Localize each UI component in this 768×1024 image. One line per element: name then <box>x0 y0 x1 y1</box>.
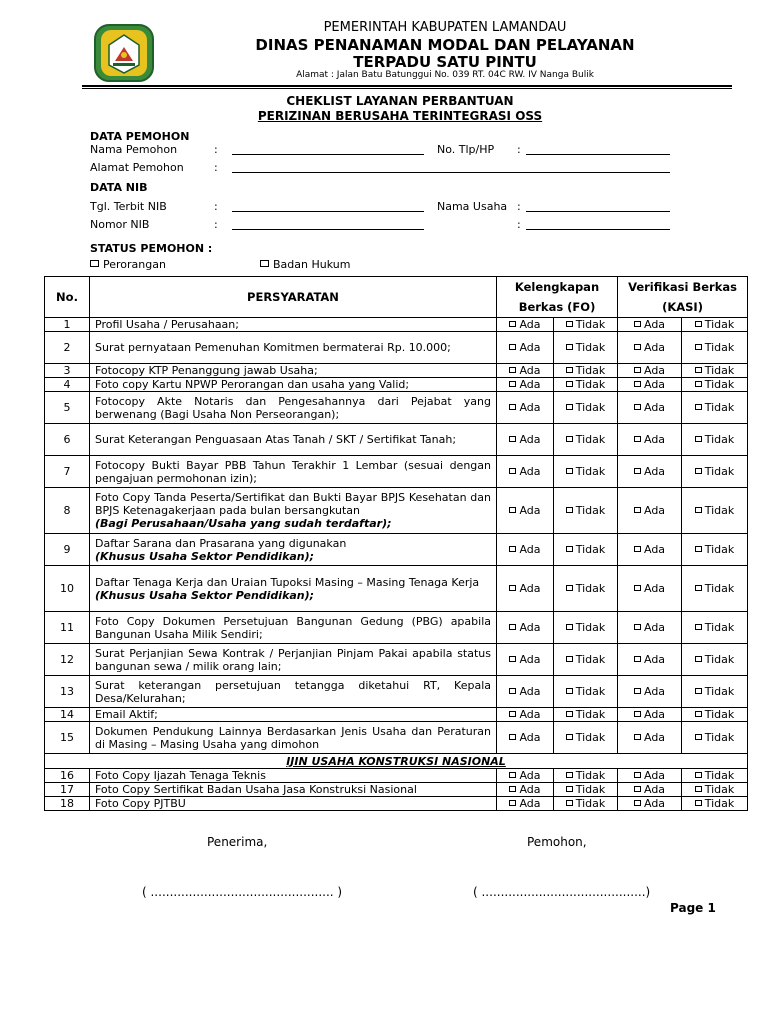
fo-tidak-checkbox[interactable]: Tidak <box>554 424 618 456</box>
checkbox-icon <box>509 344 516 350</box>
table-row <box>45 644 748 676</box>
fo-ada-checkbox[interactable]: Ada <box>497 424 554 456</box>
fo-tidak-checkbox[interactable]: Tidak <box>554 769 618 783</box>
table-row <box>45 392 748 424</box>
checkbox-icon <box>509 507 516 513</box>
kasi-ada-checkbox[interactable]: Ada <box>618 378 682 392</box>
row-number: 17 <box>45 783 90 797</box>
fo-tidak-checkbox[interactable]: Tidak <box>554 644 618 676</box>
checkbox-icon <box>634 585 641 591</box>
kasi-ada-checkbox[interactable]: Ada <box>618 456 682 488</box>
kasi-tidak-checkbox[interactable]: Tidak <box>682 392 748 424</box>
row-number: 11 <box>45 612 90 644</box>
fo-tidak-checkbox[interactable]: Tidak <box>554 364 618 378</box>
table-row <box>45 797 748 811</box>
checkbox-icon <box>634 656 641 662</box>
kasi-tidak-checkbox[interactable]: Tidak <box>682 456 748 488</box>
row-number: 7 <box>45 456 90 488</box>
kasi-tidak-checkbox[interactable]: Tidak <box>682 566 748 612</box>
label-penerima: Penerima, <box>207 835 268 849</box>
kasi-ada-checkbox[interactable]: Ada <box>618 488 682 534</box>
checkbox-icon <box>634 546 641 552</box>
kasi-tidak-checkbox[interactable]: Tidak <box>682 783 748 797</box>
checkbox-perorangan[interactable]: Perorangan <box>90 258 166 271</box>
table-row <box>45 566 748 612</box>
table-row <box>45 456 748 488</box>
nama-usaha-field-2[interactable] <box>526 229 670 230</box>
requirement-text: Dokumen Pendukung Lainnya Berdasarkan Jenis Usaha dan Peraturan di Masing – Masing Usaha yang dimohon <box>90 722 497 754</box>
kasi-ada-checkbox[interactable]: Ada <box>618 318 682 332</box>
header-agency-cont: TERPADU SATU PINTU <box>353 53 537 71</box>
fo-tidak-checkbox[interactable]: Tidak <box>554 392 618 424</box>
requirement-text: Foto Copy PJTBU <box>90 797 497 811</box>
kasi-ada-checkbox[interactable]: Ada <box>618 708 682 722</box>
requirement-text: Surat Keterangan Penguasaan Atas Tanah / SKT / Sertifikat Tanah; <box>90 424 497 456</box>
checkbox-icon <box>566 436 573 442</box>
fo-ada-checkbox[interactable]: Ada <box>497 783 554 797</box>
fo-ada-checkbox[interactable]: Ada <box>497 318 554 332</box>
fo-tidak-checkbox[interactable]: Tidak <box>554 456 618 488</box>
row-number: 16 <box>45 769 90 783</box>
fo-tidak-checkbox[interactable]: Tidak <box>554 378 618 392</box>
fo-ada-checkbox[interactable]: Ada <box>497 676 554 708</box>
kasi-ada-checkbox[interactable]: Ada <box>618 783 682 797</box>
row-number: 2 <box>45 332 90 364</box>
row-number: 8 <box>45 488 90 534</box>
checkbox-badan-hukum[interactable]: Badan Hukum <box>260 258 350 271</box>
requirement-text: Foto Copy Dokumen Persetujuan Bangunan Gedung (PBG) apabila Bangunan Usaha Milik Sendiri; <box>90 612 497 644</box>
requirement-text: Fotocopy KTP Penanggung jawab Usaha; <box>90 364 497 378</box>
requirement-text: Fotocopy Akte Notaris dan Pengesahannya dari Pejabat yang berwenang (Bagi Usaha Non Perseorangan); <box>90 392 497 424</box>
kasi-ada-checkbox[interactable]: Ada <box>618 676 682 708</box>
checkbox-icon <box>509 734 516 740</box>
table-row <box>45 378 748 392</box>
no-tlp-field[interactable] <box>526 154 670 155</box>
col-header-persyaratan: PERSYARATAN <box>90 277 497 318</box>
checkbox-icon <box>634 468 641 474</box>
checkbox-icon <box>634 688 641 694</box>
checkbox-icon <box>509 711 516 717</box>
kasi-tidak-checkbox[interactable]: Tidak <box>682 708 748 722</box>
fo-ada-checkbox[interactable]: Ada <box>497 769 554 783</box>
section-data-pemohon: DATA PEMOHON <box>90 130 190 143</box>
fo-tidak-checkbox[interactable]: Tidak <box>554 612 618 644</box>
row-number: 14 <box>45 708 90 722</box>
checkbox-icon <box>566 321 573 327</box>
checkbox-icon <box>634 381 641 387</box>
col-header-fo: Kelengkapan Berkas (FO) <box>497 277 618 318</box>
checkbox-icon <box>634 734 641 740</box>
checkbox-icon <box>634 624 641 630</box>
requirement-text: Surat pernyataan Pemenuhan Komitmen bermaterai Rp. 10.000; <box>90 332 497 364</box>
kasi-tidak-checkbox[interactable]: Tidak <box>682 644 748 676</box>
kasi-ada-checkbox[interactable]: Ada <box>618 566 682 612</box>
label-pemohon: Pemohon, <box>527 835 587 849</box>
fo-tidak-checkbox[interactable]: Tidak <box>554 783 618 797</box>
fo-tidak-checkbox[interactable]: Tidak <box>554 332 618 364</box>
checkbox-icon <box>90 260 99 267</box>
requirement-text: Profil Usaha / Perusahaan; <box>90 318 497 332</box>
fo-ada-checkbox[interactable]: Ada <box>497 378 554 392</box>
table-row <box>45 318 748 332</box>
kasi-tidak-checkbox[interactable]: Tidak <box>682 676 748 708</box>
checkbox-icon <box>509 585 516 591</box>
fo-ada-checkbox[interactable]: Ada <box>497 644 554 676</box>
kasi-ada-checkbox[interactable]: Ada <box>618 612 682 644</box>
label-nama-usaha: Nama Usaha <box>437 200 508 213</box>
table-row <box>45 332 748 364</box>
kasi-ada-checkbox[interactable]: Ada <box>618 797 682 811</box>
header-rule-thick <box>82 85 732 87</box>
fo-tidak-checkbox[interactable]: Tidak <box>554 534 618 566</box>
table-row <box>45 612 748 644</box>
checkbox-icon <box>634 772 641 778</box>
checkbox-icon <box>695 381 702 387</box>
kasi-tidak-checkbox[interactable]: Tidak <box>682 797 748 811</box>
requirement-text: Fotocopy Bukti Bayar PBB Tahun Terakhir 1 Lembar (sesuai dengan pengajuan permohonan izin); <box>90 456 497 488</box>
fo-ada-checkbox[interactable]: Ada <box>497 392 554 424</box>
row-number: 6 <box>45 424 90 456</box>
col-header-no: No. <box>45 277 90 318</box>
requirements-table <box>44 276 748 811</box>
kasi-tidak-checkbox[interactable]: Tidak <box>682 378 748 392</box>
checkbox-icon <box>509 624 516 630</box>
checkbox-icon <box>695 624 702 630</box>
checkbox-icon <box>634 507 641 513</box>
requirement-text: Foto Copy Sertifikat Badan Usaha Jasa Konstruksi Nasional <box>90 783 497 797</box>
checkbox-icon <box>634 367 641 373</box>
signature-line-penerima[interactable]: ( ................................................ ) <box>142 885 343 899</box>
fo-tidak-checkbox[interactable]: Tidak <box>554 488 618 534</box>
kasi-ada-checkbox[interactable]: Ada <box>618 424 682 456</box>
checkbox-icon <box>695 772 702 778</box>
colon: : <box>214 200 218 213</box>
kasi-tidak-checkbox[interactable]: Tidak <box>682 488 748 534</box>
checkbox-icon <box>695 404 702 410</box>
fo-ada-checkbox[interactable]: Ada <box>497 708 554 722</box>
col-header-kasi: Verifikasi Berkas (KASI) <box>618 277 748 318</box>
checkbox-icon <box>695 436 702 442</box>
checkbox-icon <box>566 507 573 513</box>
label-no-tlp: No. Tlp/HP <box>437 143 495 156</box>
checkbox-icon <box>566 381 573 387</box>
fo-tidak-checkbox[interactable]: Tidak <box>554 566 618 612</box>
section-data-nib: DATA NIB <box>90 181 148 194</box>
fo-ada-checkbox[interactable]: Ada <box>497 332 554 364</box>
fo-ada-checkbox[interactable]: Ada <box>497 456 554 488</box>
checkbox-icon <box>695 688 702 694</box>
header-agency: DINAS PENANAMAN MODAL DAN PELAYANAN <box>255 36 635 54</box>
table-row <box>45 708 748 722</box>
table-row <box>45 488 748 534</box>
table-row <box>45 364 748 378</box>
nomor-nib-field[interactable] <box>232 229 424 230</box>
checkbox-icon <box>566 786 573 792</box>
checkbox-icon <box>634 711 641 717</box>
header-government: PEMERINTAH KABUPATEN LAMANDAU <box>323 20 567 35</box>
fo-ada-checkbox[interactable]: Ada <box>497 722 554 754</box>
kasi-tidak-checkbox[interactable]: Tidak <box>682 364 748 378</box>
kasi-ada-checkbox[interactable]: Ada <box>618 364 682 378</box>
checkbox-icon <box>695 711 702 717</box>
checkbox-icon <box>509 367 516 373</box>
requirement-text: Foto Copy Ijazah Tenaga Teknis <box>90 769 497 783</box>
fo-ada-checkbox[interactable]: Ada <box>497 488 554 534</box>
row-number: 4 <box>45 378 90 392</box>
kasi-tidak-checkbox[interactable]: Tidak <box>682 318 748 332</box>
colon: : <box>517 218 521 231</box>
checkbox-icon <box>566 734 573 740</box>
tgl-terbit-nib-field[interactable] <box>232 211 424 212</box>
kasi-ada-checkbox[interactable]: Ada <box>618 534 682 566</box>
row-number: 1 <box>45 318 90 332</box>
checkbox-icon <box>566 800 573 806</box>
checkbox-icon <box>566 711 573 717</box>
colon: : <box>214 218 218 231</box>
checkbox-icon <box>695 786 702 792</box>
table-row <box>45 783 748 797</box>
requirement-text: Email Aktif; <box>90 708 497 722</box>
kasi-tidak-checkbox[interactable]: Tidak <box>682 424 748 456</box>
fo-ada-checkbox[interactable]: Ada <box>497 566 554 612</box>
checkbox-icon <box>566 546 573 552</box>
fo-tidak-checkbox[interactable]: Tidak <box>554 708 618 722</box>
table-row <box>45 534 748 566</box>
fo-ada-checkbox[interactable]: Ada <box>497 797 554 811</box>
kasi-ada-checkbox[interactable]: Ada <box>618 722 682 754</box>
row-number: 3 <box>45 364 90 378</box>
colon: : <box>517 200 521 213</box>
row-number: 10 <box>45 566 90 612</box>
kasi-tidak-checkbox[interactable]: Tidak <box>682 612 748 644</box>
kasi-ada-checkbox[interactable]: Ada <box>618 332 682 364</box>
doc-subtitle: PERIZINAN BERUSAHA TERINTEGRASI OSS <box>257 109 543 123</box>
checkbox-icon <box>695 468 702 474</box>
checkbox-icon <box>695 321 702 327</box>
fo-tidak-checkbox[interactable]: Tidak <box>554 318 618 332</box>
kasi-ada-checkbox[interactable]: Ada <box>618 392 682 424</box>
requirement-note: (Khusus Usaha Sektor Pendidikan); <box>95 549 315 563</box>
checkbox-icon <box>566 624 573 630</box>
table-row <box>45 424 748 456</box>
kasi-ada-checkbox[interactable]: Ada <box>618 769 682 783</box>
checkbox-icon <box>566 688 573 694</box>
alamat-pemohon-field[interactable] <box>232 172 670 173</box>
fo-tidak-checkbox[interactable]: Tidak <box>554 797 618 811</box>
kasi-ada-checkbox[interactable]: Ada <box>618 644 682 676</box>
row-number: 15 <box>45 722 90 754</box>
checkbox-icon <box>509 436 516 442</box>
nama-usaha-field[interactable] <box>526 211 670 212</box>
table-row <box>45 722 748 754</box>
checkbox-icon <box>509 688 516 694</box>
checkbox-icon <box>695 344 702 350</box>
checkbox-icon <box>509 468 516 474</box>
checkbox-icon <box>566 656 573 662</box>
section-row <box>45 754 748 769</box>
checkbox-icon <box>566 468 573 474</box>
checkbox-icon <box>260 260 269 267</box>
checkbox-icon <box>634 404 641 410</box>
checkbox-icon <box>695 800 702 806</box>
fo-tidak-checkbox[interactable]: Tidak <box>554 722 618 754</box>
label-alamat-pemohon: Alamat Pemohon <box>90 161 184 174</box>
checkbox-icon <box>695 546 702 552</box>
checkbox-icon <box>566 344 573 350</box>
checkbox-icon <box>634 800 641 806</box>
checkbox-icon <box>695 367 702 373</box>
checkbox-icon <box>566 585 573 591</box>
requirement-text: Surat keterangan persetujuan tetangga diketahui RT, Kepala Desa/Kelurahan; <box>90 676 497 708</box>
checkbox-icon <box>509 800 516 806</box>
fo-ada-checkbox[interactable]: Ada <box>497 612 554 644</box>
kasi-tidak-checkbox[interactable]: Tidak <box>682 534 748 566</box>
checkbox-icon <box>509 321 516 327</box>
fo-tidak-checkbox[interactable]: Tidak <box>554 676 618 708</box>
header-address: Alamat : Jalan Batu Batunggui No. 039 RT. 04C RW. IV Nanga Bulik <box>296 70 594 80</box>
fo-ada-checkbox[interactable]: Ada <box>497 534 554 566</box>
nama-pemohon-field[interactable] <box>232 154 424 155</box>
page-number: Page 1 <box>670 901 716 915</box>
checkbox-icon <box>634 321 641 327</box>
requirement-note: (Bagi Perusahaan/Usaha yang sudah terdaftar); <box>95 517 392 530</box>
row-number: 18 <box>45 797 90 811</box>
colon: : <box>214 161 218 174</box>
table-row <box>45 769 748 783</box>
requirement-text: Daftar Tenaga Kerja dan Uraian Tupoksi Masing – Masing Tenaga Kerja (Khusus Usaha Sektor Pendidikan); <box>90 566 497 612</box>
doc-title: CHEKLIST LAYANAN PERBANTUAN <box>286 94 514 108</box>
government-logo-icon <box>93 23 155 83</box>
checkbox-icon <box>509 786 516 792</box>
checkbox-icon <box>634 436 641 442</box>
checkbox-icon <box>509 546 516 552</box>
checkbox-icon <box>509 656 516 662</box>
checkbox-icon <box>566 367 573 373</box>
kasi-tidak-checkbox[interactable]: Tidak <box>682 332 748 364</box>
kasi-tidak-checkbox[interactable]: Tidak <box>682 769 748 783</box>
label-nomor-nib: Nomor NIB <box>90 218 150 231</box>
checkbox-icon <box>695 585 702 591</box>
checkbox-icon <box>566 404 573 410</box>
section-status-pemohon: STATUS PEMOHON : <box>90 242 213 255</box>
label-nama-pemohon: Nama Pemohon <box>90 143 178 156</box>
checkbox-icon <box>634 344 641 350</box>
requirement-text: Foto Copy Tanda Peserta/Sertifikat dan Bukti Bayar BPJS Kesehatan dan BPJS Ketenagakerjaan pada bulan bersangkutan (Bagi Perusahaan/Usaha yang sudah terdaftar); <box>90 488 497 534</box>
checkbox-icon <box>509 381 516 387</box>
checkbox-icon <box>566 772 573 778</box>
checkbox-icon <box>695 507 702 513</box>
requirement-text: Daftar Sarana dan Prasarana yang digunakan (Khusus Usaha Sektor Pendidikan); <box>90 534 497 566</box>
row-number: 12 <box>45 644 90 676</box>
checkbox-icon <box>509 404 516 410</box>
fo-ada-checkbox[interactable]: Ada <box>497 364 554 378</box>
table-row <box>45 676 748 708</box>
requirement-note: (Khusus Usaha Sektor Pendidikan); <box>95 588 315 602</box>
section-konstruksi: IJIN USAHA KONSTRUKSI NASIONAL <box>45 754 748 769</box>
header-rule-thin <box>82 88 732 89</box>
checkbox-icon <box>509 772 516 778</box>
row-number: 5 <box>45 392 90 424</box>
checkbox-icon <box>695 656 702 662</box>
signature-line-pemohon[interactable]: ( ...........................................) <box>473 885 651 899</box>
kasi-tidak-checkbox[interactable]: Tidak <box>682 722 748 754</box>
colon: : <box>214 143 218 156</box>
checkbox-icon <box>634 786 641 792</box>
colon: : <box>517 143 521 156</box>
row-number: 9 <box>45 534 90 566</box>
requirement-text: Surat Perjanjian Sewa Kontrak / Perjanjian Pinjam Pakai apabila status bangunan sewa / milik orang lain; <box>90 644 497 676</box>
label-tgl-terbit-nib: Tgl. Terbit NIB <box>90 200 167 213</box>
requirement-text: Foto copy Kartu NPWP Perorangan dan usaha yang Valid; <box>90 378 497 392</box>
checkbox-icon <box>695 734 702 740</box>
row-number: 13 <box>45 676 90 708</box>
